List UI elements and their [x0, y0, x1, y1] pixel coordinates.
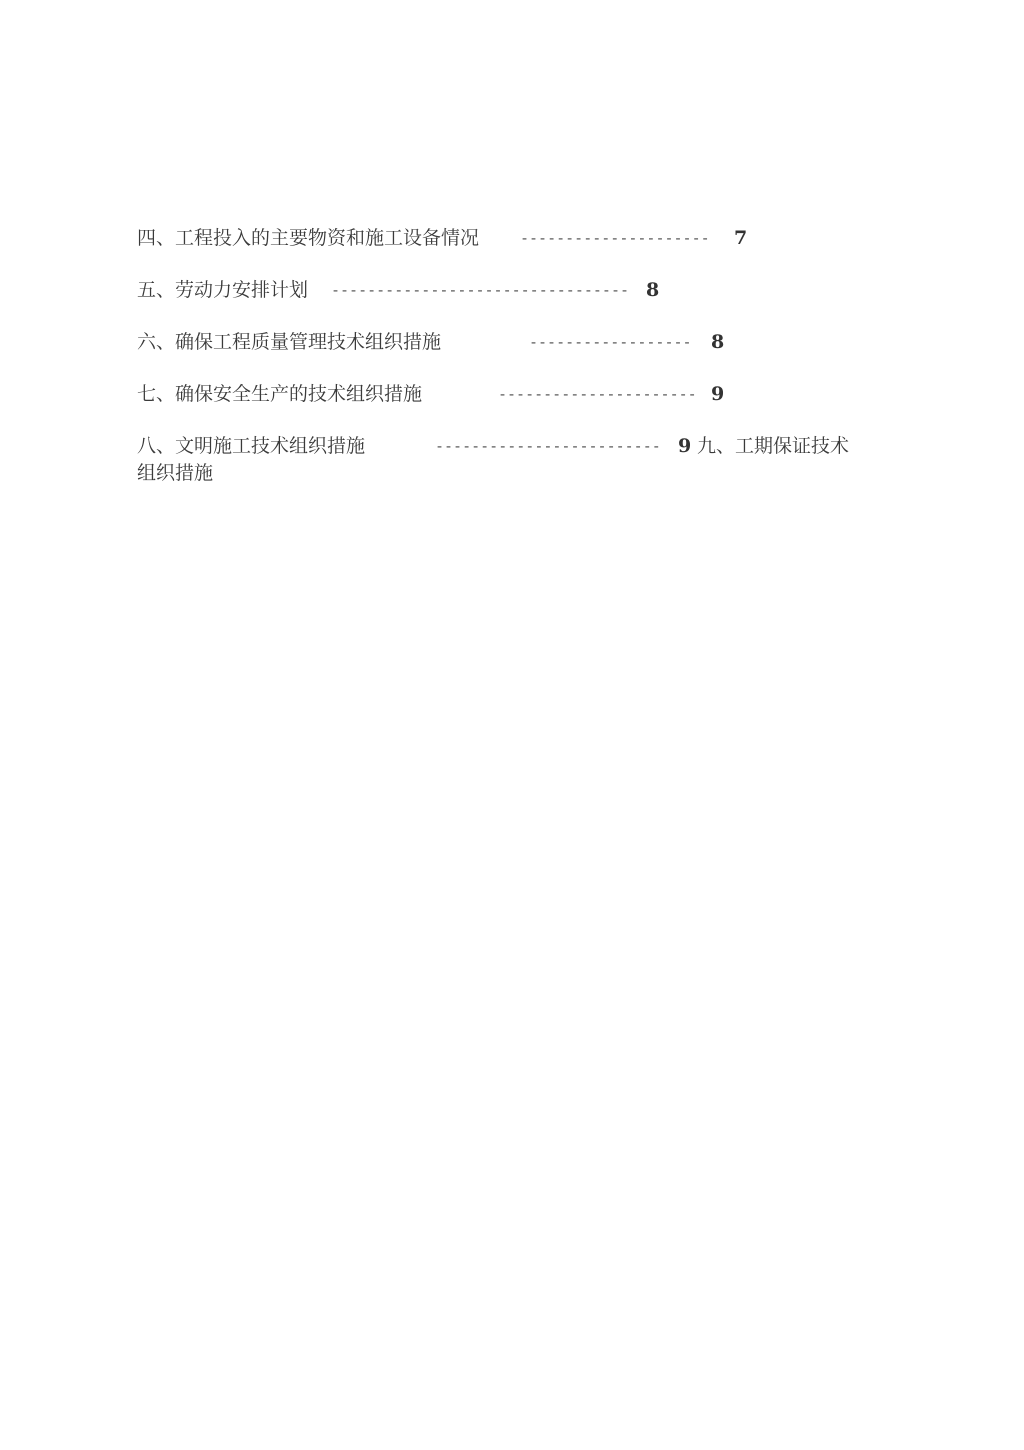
toc-leader: ---------------------------------: [331, 281, 630, 299]
toc-entry-5[interactable]: [137, 277, 660, 303]
toc-leader: ---------------------: [520, 229, 710, 247]
toc-entry-title: 八、文明施工技术组织措施: [137, 435, 366, 457]
toc-page-number: 8: [711, 331, 725, 353]
toc-entry-6[interactable]: [137, 329, 725, 355]
toc-entry-title: 七、确保安全生产的技术组织措施: [137, 383, 423, 405]
toc-entry-9-continuation: 组织措施: [137, 462, 214, 484]
toc-leader: ------------------: [529, 333, 692, 351]
toc-entry-7[interactable]: [137, 381, 725, 407]
toc-leader: -------------------------: [435, 437, 661, 455]
toc-page-number: 7: [734, 227, 748, 249]
toc-leader: ----------------------: [498, 385, 697, 403]
toc-page-number: 9: [678, 435, 692, 457]
toc-page-number: 9: [711, 383, 725, 405]
toc-entry-4[interactable]: [137, 225, 748, 251]
toc-entry-title: 五、劳动力安排计划: [137, 279, 309, 301]
toc-entry-9-title: 九、工期保证技术: [697, 435, 850, 457]
toc-entry-title: 六、确保工程质量管理技术组织措施: [137, 331, 442, 353]
toc-page-number: 8: [646, 279, 660, 301]
toc-entry-title: 四、工程投入的主要物资和施工设备情况: [137, 227, 480, 249]
toc-entry-8[interactable]: [137, 433, 850, 459]
